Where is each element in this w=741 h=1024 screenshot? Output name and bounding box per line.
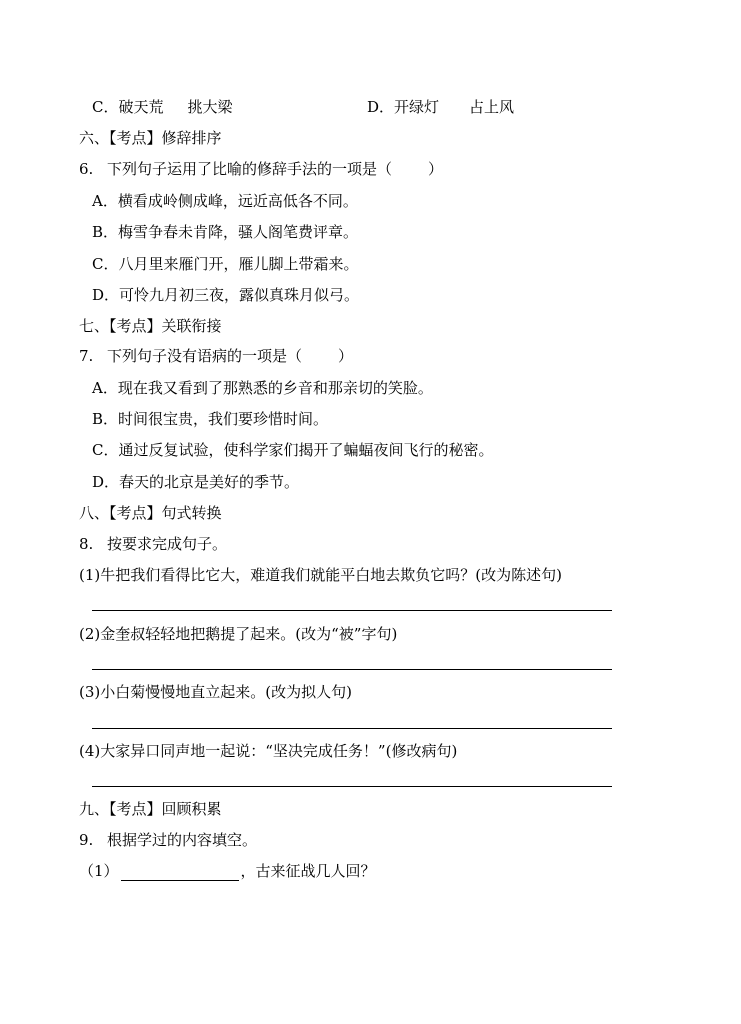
- q8-item-1: (1)牛把我们看得比它大，难道我们就能平白地去欺负它吗？(改为陈述句): [79, 566, 562, 584]
- q9-item-1-prefix: （1）: [79, 862, 119, 880]
- q8-item-4-answer-line[interactable]: [92, 786, 612, 787]
- q9-item-1-suffix: ，古来征战几人回？: [240, 862, 376, 880]
- q6-option-d: D．可怜九月初三夜，露似真珠月似弓。: [92, 286, 360, 304]
- question-9-number: 9.: [79, 831, 94, 849]
- question-7-end: ）: [338, 347, 354, 365]
- question-8-number: 8.: [79, 535, 94, 553]
- q8-item-1-answer-line[interactable]: [92, 610, 612, 611]
- question-7: [79, 346, 353, 366]
- q7-option-c: C．通过反复试验，使科学家们揭开了蝙蝠夜间飞行的秘密。: [92, 441, 494, 459]
- question-8: [79, 534, 227, 554]
- q8-item-3: (3)小白菊慢慢地直立起来。(改为拟人句): [79, 683, 352, 701]
- q5-option-d-word1: 开绿灯: [394, 98, 440, 116]
- question-7-text: 下列句子没有语病的一项是（: [107, 347, 303, 365]
- question-6-text: 下列句子运用了比喻的修辞手法的一项是（: [107, 160, 393, 178]
- question-9-text: 根据学过的内容填空。: [107, 831, 258, 849]
- q7-option-d: D．春天的北京是美好的季节。: [92, 473, 300, 491]
- question-8-text: 按要求完成句子。: [107, 535, 228, 553]
- question-6-number: 6.: [79, 160, 94, 178]
- q8-item-2: (2)金奎叔轻轻地把鹅提了起来。(改为“被”字句): [79, 625, 398, 643]
- q6-option-c: C．八月里来雁门开，雁儿脚上带霜来。: [92, 255, 359, 273]
- section7-heading: 七、【考点】关联衔接: [79, 317, 222, 335]
- q7-option-a: A．现在我又看到了那熟悉的乡音和那亲切的笑脸。: [92, 379, 433, 397]
- question-9: [79, 830, 257, 850]
- q8-item-2-answer-line[interactable]: [92, 669, 612, 670]
- q7-option-b: B．时间很宝贵，我们要珍惜时间。: [92, 410, 329, 428]
- q9-item-1: [79, 861, 376, 881]
- q6-option-a: A．横看成岭侧成峰，远近高低各不同。: [92, 192, 358, 210]
- section8-heading: 八、【考点】句式转换: [79, 504, 222, 522]
- section9-heading: 九、【考点】回顾积累: [79, 800, 222, 818]
- q5-option-c-word1: 破天荒: [118, 98, 164, 116]
- q5-option-c-word2: 挑大梁: [187, 98, 233, 116]
- section6-heading: 六、【考点】修辞排序: [79, 129, 222, 147]
- q5-option-d-word2: 占上风: [469, 98, 515, 116]
- q5-option-c: [92, 97, 233, 117]
- q9-item-1-blank[interactable]: [121, 864, 239, 881]
- q6-option-b: B．梅雪争春未肯降，骚人阁笔费评章。: [92, 223, 359, 241]
- q5-option-d: [367, 97, 514, 117]
- q8-item-4: (4)大家异口同声地一起说：“坚决完成任务！”(修改病句): [79, 742, 458, 760]
- q8-item-3-answer-line[interactable]: [92, 728, 612, 729]
- question-6-end: ）: [428, 160, 444, 178]
- q5-option-d-label: D．: [367, 98, 395, 116]
- question-7-number: 7.: [79, 347, 94, 365]
- q5-option-c-label: C．: [92, 98, 119, 116]
- question-6: [79, 159, 443, 179]
